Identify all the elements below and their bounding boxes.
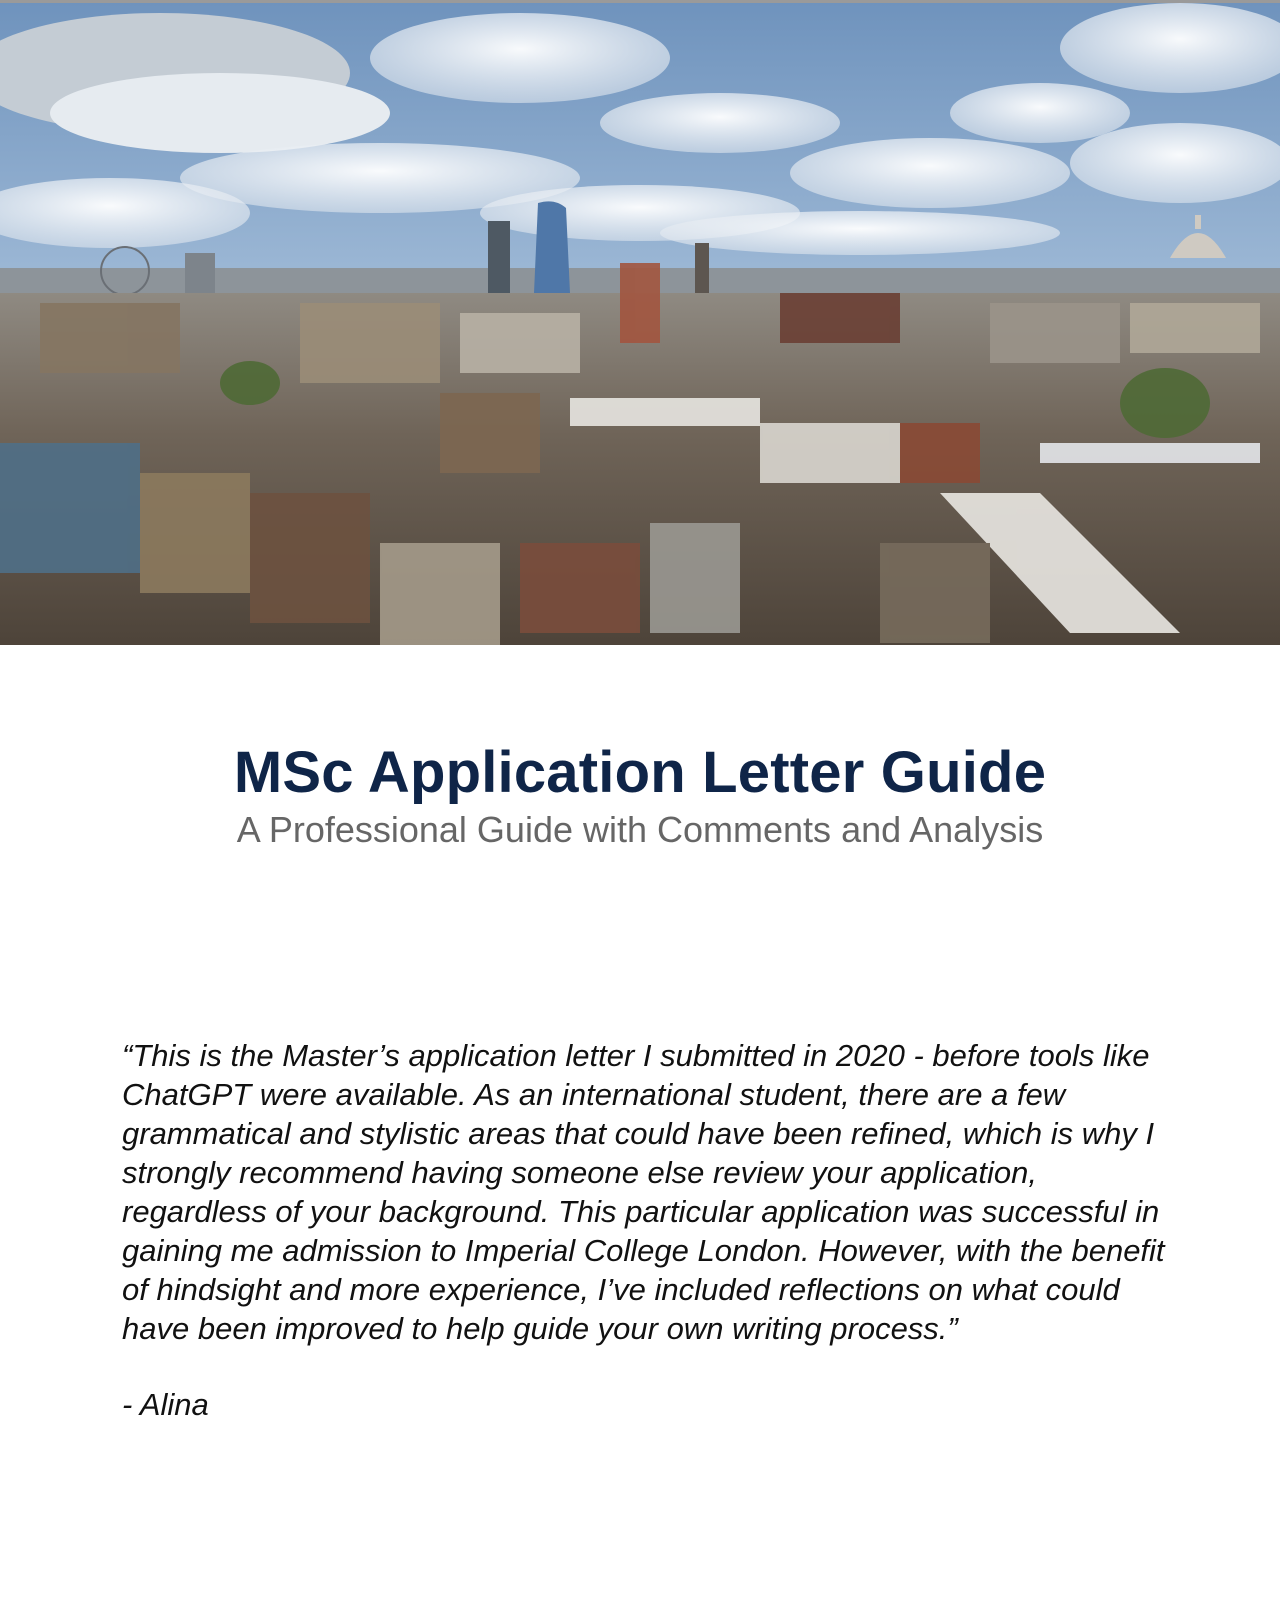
quote-author: - Alina (122, 1387, 209, 1422)
intro-quote: “This is the Master’s application letter I submitted in 2020 - before tools like ChatGPT were available. As an international student, there are a few grammatical and stylistic areas that could have been refined, which is why I strongly recommend having someone else review your application, regardless of your background. This particular application was successful in gaining me admission to Imperial College London. However, with the benefit of hindsight and more experience, I’ve included reflections on what could have been improved to help guide your own writing process.” (122, 1038, 1165, 1346)
intro-quote-block (122, 1036, 1182, 1424)
document-subtitle: A Professional Guide with Comments and Analysis (236, 809, 1044, 850)
document-title: MSc Application Letter Guide (233, 740, 1047, 805)
title-block (0, 740, 1280, 852)
london-skyline-illustration (0, 3, 1280, 645)
cover-photo (0, 0, 1280, 645)
